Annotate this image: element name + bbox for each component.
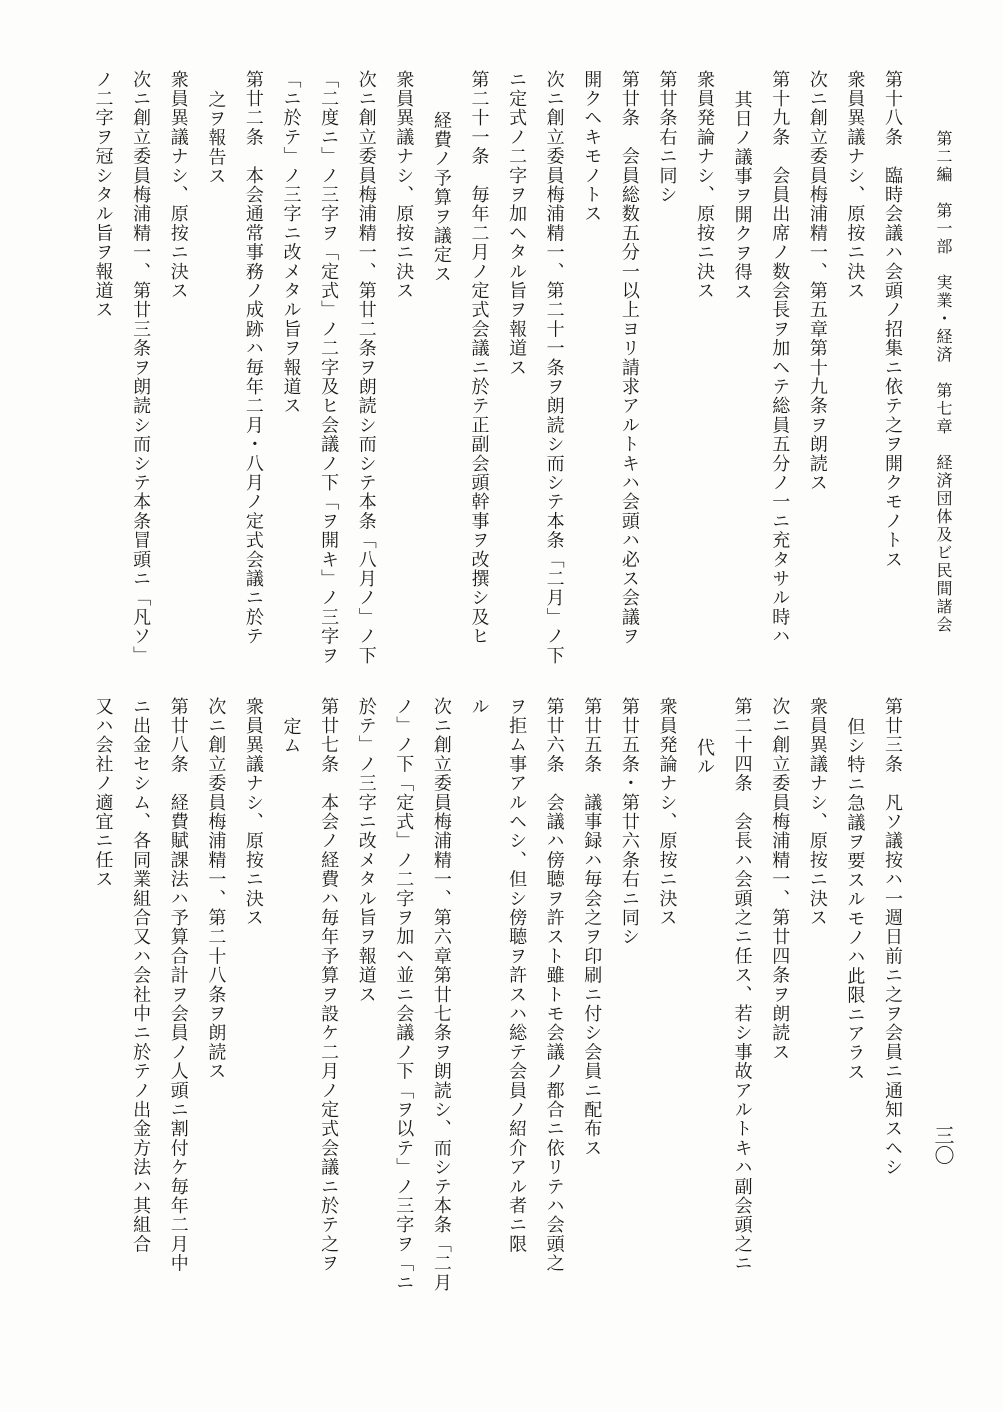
text-line: 又ハ会社ノ適宜ニ任ス bbox=[92, 697, 114, 889]
text-line: 第廿三条 凡ソ議按ハ一週日前ニ之ヲ会員ニ通知スヘシ bbox=[882, 697, 903, 1177]
text-line: 次ニ創立委員梅浦精一、第二十一条ヲ朗読シ而シテ本条「二月」ノ下 bbox=[543, 70, 565, 666]
text-line: 衆員発論ナシ、原按ニ決ス bbox=[694, 70, 716, 301]
text-line: ヲ拒ム事アルヘシ、但シ傍聴ヲ許スハ総テ会員ノ紹介アル者ニ限 bbox=[506, 697, 528, 1254]
text-line: 於テ」ノ三字ニ改メタル旨ヲ報道ス bbox=[355, 697, 377, 1005]
text-line: 衆員発論ナシ、原按ニ決ス bbox=[656, 697, 678, 928]
text-line: 次ニ創立委員梅浦精一、第廿三条ヲ朗読シ而シテ本条冒頭ニ「凡ソ」 bbox=[130, 70, 152, 666]
text-line: 第二十一条 毎年二月ノ定式会議ニ於テ正副会頭幹事ヲ改撰シ及ヒ bbox=[468, 70, 490, 646]
text-line: 第廿五条 議事録ハ毎会之ヲ印刷ニ付シ会員ニ配布ス bbox=[581, 697, 603, 1158]
text-line: 衆員異議ナシ、原按ニ決ス bbox=[242, 697, 264, 928]
text-line: 「二度ニ」ノ三字ヲ「定式」ノ二字及ヒ会議ノ下「ヲ開キ」ノ三字ヲ bbox=[318, 70, 340, 666]
text-line: 代ル bbox=[694, 738, 716, 777]
text-line: 衆員異議ナシ、原按ニ決ス bbox=[393, 70, 415, 301]
text-line: 第十九条 会員出席ノ数会長ヲ加ヘテ総員五分ノ一ニ充タサル時ハ bbox=[769, 70, 791, 646]
text-line: 第二十四条 会長ハ会頭之ニ任ス、若シ事故アルトキハ副会頭之ニ bbox=[731, 697, 753, 1273]
text-line: ノ」ノ下「定式」ノ二字ヲ加ヘ並ニ会議ノ下「ヲ以テ」ノ三字ヲ「ニ bbox=[393, 697, 415, 1293]
text-line: 第廿条右ニ同シ bbox=[656, 70, 678, 205]
page-number: 三〇 bbox=[931, 1125, 955, 1165]
text-line: 第廿八条 経費賦課法ハ予算合計ヲ会員ノ人頭ニ割付ケ毎年二月中 bbox=[167, 697, 189, 1273]
text-line: 次ニ創立委員梅浦精一、第二十八条ヲ朗読ス bbox=[205, 697, 227, 1081]
text-line: 「ニ於テ」ノ三字ニ改メタル旨ヲ報道ス bbox=[280, 70, 302, 416]
text-block-lower bbox=[81, 697, 911, 1327]
text-line: ニ定式ノ二字ヲ加ヘタル旨ヲ報道ス bbox=[506, 70, 528, 378]
text-line: 衆員異議ナシ、原按ニ決ス bbox=[167, 70, 189, 301]
text-line: 第廿二条 本会通常事務ノ成跡ハ毎年二月・八月ノ定式会議ニ於テ bbox=[242, 70, 264, 646]
text-line: 次ニ創立委員梅浦精一、第六章第廿七条ヲ朗読シ、而シテ本条「二月 bbox=[430, 697, 452, 1293]
text-line: 第廿六条 会議ハ傍聴ヲ許スト雖トモ会議ノ都合ニ依リテハ会頭之 bbox=[543, 697, 565, 1273]
text-block-upper bbox=[81, 70, 911, 670]
running-header: 第二編 第一部 実業・経済 第七章 経済団体及ビ民間諸会 bbox=[934, 130, 953, 634]
text-line: 之ヲ報告ス bbox=[205, 89, 227, 186]
text-line: 其日ノ議事ヲ開クヲ得ス bbox=[731, 89, 753, 301]
text-line: ニ出金セシム、各同業組合又ハ会社中ニ於テノ出金方法ハ其組合 bbox=[130, 697, 152, 1254]
text-line: ル bbox=[468, 697, 490, 717]
text-line: ノ二字ヲ冠シタル旨ヲ報道ス bbox=[92, 70, 114, 320]
text-line: 第廿条 会員総数五分一以上ヨリ請求アルトキハ会頭ハ必ス会議ヲ bbox=[618, 70, 640, 646]
text-line: 第十八条 臨時会議ハ会頭ノ招集ニ依テ之ヲ開クモノトス bbox=[882, 70, 903, 570]
text-line: 次ニ創立委員梅浦精一、第五章第十九条ヲ朗読ス bbox=[806, 70, 828, 493]
text-line: 開クヘキモノトス bbox=[581, 70, 603, 224]
text-line: 経費ノ予算ヲ議定ス bbox=[430, 111, 452, 285]
text-line: 但シ特ニ急議ヲ要スルモノハ此限ニアラス bbox=[844, 716, 866, 1082]
text-line: 衆員異議ナシ、原按ニ決ス bbox=[806, 697, 828, 928]
text-line: 次ニ創立委員梅浦精一、第廿四条ヲ朗読ス bbox=[769, 697, 791, 1062]
text-line: 定ム bbox=[280, 716, 302, 756]
text-line: 衆員異議ナシ、原按ニ決ス bbox=[844, 70, 866, 301]
text-line: 第廿五条・第廿六条右ニ同シ bbox=[618, 697, 640, 947]
text-line: 次ニ創立委員梅浦精一、第廿二条ヲ朗読シ而シテ本条「八月ノ」ノ下 bbox=[355, 70, 377, 666]
text-line: 第廿七条 本会ノ経費ハ毎年予算ヲ設ケ二月ノ定式会議ニ於テ之ヲ bbox=[318, 697, 340, 1273]
